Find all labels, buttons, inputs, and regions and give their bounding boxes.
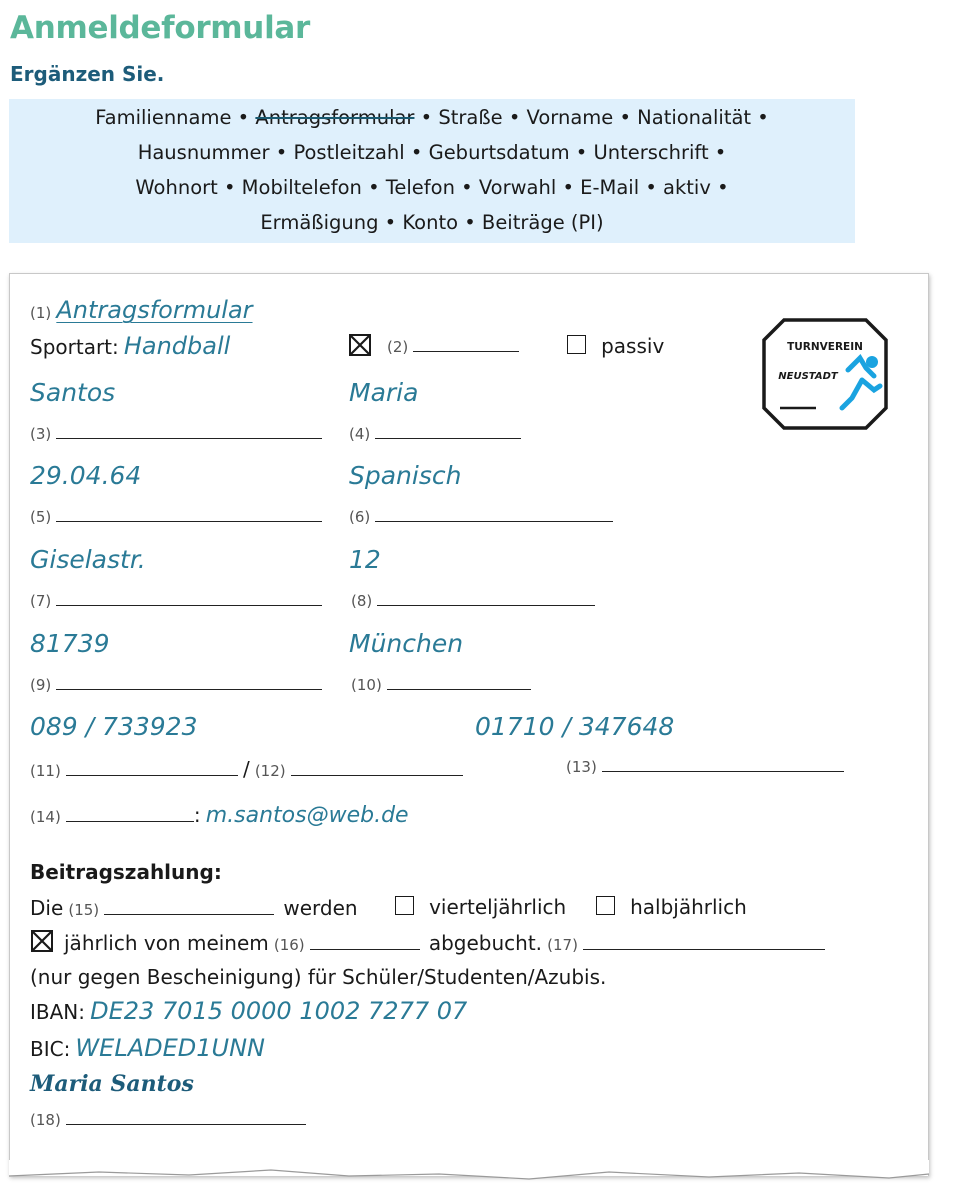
street-value[interactable]: Giselastr.	[30, 545, 146, 574]
word-bank-line-4: Ermäßigung • Konto • Beiträge (PI)	[260, 211, 604, 234]
logo-line-2: NEUSTADT	[778, 371, 838, 382]
blank-15[interactable]	[104, 913, 274, 915]
torn-edge	[9, 1160, 929, 1190]
club-logo	[762, 318, 888, 430]
blank-13[interactable]	[602, 770, 844, 772]
blank-18[interactable]	[66, 1123, 306, 1125]
checkbox-halfyearly[interactable]	[596, 896, 615, 915]
housenumber-value[interactable]: 12	[349, 545, 381, 574]
checkbox-quarterly[interactable]	[395, 896, 414, 915]
field-6	[349, 507, 613, 526]
blank-11[interactable]	[66, 774, 238, 776]
quarterly-option	[395, 895, 566, 919]
word-bank	[9, 99, 855, 243]
word-bank-line-3: Wohnort • Mobiltelefon • Telefon • Vorwahl • E-Mail • aktiv •	[135, 176, 729, 199]
die-label: Die	[30, 896, 64, 920]
form-title-row	[30, 296, 253, 324]
quarterly-label: vierteljährlich	[429, 895, 567, 919]
bic-label: BIC:	[30, 1037, 71, 1061]
iban-label: IBAN:	[30, 1000, 85, 1024]
field-number-4: (4)	[349, 425, 371, 443]
field-number-16: (16)	[273, 936, 305, 954]
yearly-label: jährlich von meinem	[64, 931, 269, 955]
blank-7[interactable]	[56, 604, 322, 606]
werden-label: werden	[283, 896, 358, 920]
iban-value[interactable]: DE23 7015 0000 1002 7277 07	[90, 997, 468, 1025]
nationality-value[interactable]: Spanisch	[349, 461, 462, 490]
field-number-15: (15)	[68, 901, 100, 919]
blank-2[interactable]	[413, 350, 519, 352]
field-14	[30, 803, 409, 828]
field-13	[566, 757, 844, 776]
field-5	[30, 507, 322, 526]
field-number-3: (3)	[30, 425, 52, 443]
payment-heading: Beitragszahlung:	[30, 860, 222, 884]
city-value[interactable]: München	[349, 629, 464, 658]
word-bank-line-2: Hausnummer • Postleitzahl • Geburtsdatum • Unterschrift •	[137, 141, 727, 164]
abgebucht-label: abgebucht.	[428, 931, 543, 955]
blank-6[interactable]	[375, 520, 613, 522]
field-9	[30, 675, 322, 694]
checkbox-passiv[interactable]	[567, 335, 586, 354]
form-title-handwritten: Antragsformular	[56, 296, 253, 324]
bic-value[interactable]: WELADED1UNN	[75, 1034, 265, 1062]
iban-row	[30, 997, 467, 1025]
passiv-label: passiv	[601, 334, 665, 358]
payment-line-2	[64, 931, 825, 955]
field-number-9: (9)	[30, 676, 52, 694]
blank-4[interactable]	[375, 437, 521, 439]
page-title: Anmeldeformular	[10, 10, 311, 46]
logo-line-1: TURNVEREIN	[787, 341, 863, 353]
field-number-2: (2)	[387, 338, 409, 356]
field-3	[30, 424, 322, 443]
field-number-7: (7)	[30, 592, 52, 610]
blank-12[interactable]	[291, 774, 463, 776]
field-number-18: (18)	[30, 1111, 61, 1129]
blank-17[interactable]	[583, 948, 825, 950]
slash: /	[242, 757, 250, 781]
field-number-17: (17)	[547, 936, 578, 954]
blank-16[interactable]	[310, 948, 420, 950]
phone-value[interactable]: 089 / 733923	[30, 712, 198, 741]
field-number-10: (10)	[351, 676, 382, 694]
signature[interactable]: Maria Santos	[30, 1071, 194, 1097]
blank-14[interactable]	[66, 820, 194, 822]
sportart-label: Sportart:	[30, 335, 119, 359]
field-number-14: (14)	[30, 808, 61, 826]
zip-value[interactable]: 81739	[30, 629, 110, 658]
checked-checkbox-aktiv[interactable]	[349, 334, 371, 356]
blank-5[interactable]	[56, 520, 322, 522]
birthdate-value[interactable]: 29.04.64	[30, 461, 142, 490]
sportart-value[interactable]: Handball	[123, 332, 231, 360]
firstname-value[interactable]: Maria	[349, 378, 419, 407]
field-4	[349, 424, 521, 443]
payment-line-1	[30, 896, 358, 920]
field-8	[351, 591, 595, 610]
field-number-6: (6)	[349, 508, 371, 526]
field-number-8: (8)	[351, 592, 373, 610]
instruction: Ergänzen Sie.	[10, 62, 165, 86]
discount-note: (nur gegen Bescheinigung) für Schüler/Studenten/Azubis.	[30, 965, 607, 989]
email-colon: :	[193, 803, 201, 827]
field-number-12: (12)	[254, 762, 286, 780]
surname-value[interactable]: Santos	[30, 378, 116, 407]
field-number-11: (11)	[30, 762, 61, 780]
field-11-12	[30, 757, 463, 781]
field-number-13: (13)	[566, 758, 597, 776]
checked-checkbox-yearly[interactable]	[31, 930, 53, 952]
bic-row	[30, 1034, 265, 1062]
passiv-option	[567, 334, 664, 358]
field-7	[30, 591, 322, 610]
blank-3[interactable]	[56, 437, 322, 439]
blank-8[interactable]	[377, 604, 595, 606]
field-10	[351, 675, 531, 694]
field-2	[387, 337, 519, 356]
field-number-5: (5)	[30, 508, 52, 526]
halfyearly-option	[596, 895, 747, 919]
blank-10[interactable]	[387, 688, 531, 690]
struck-word: Antragsformular	[255, 106, 415, 129]
halfyearly-label: halbjährlich	[630, 895, 747, 919]
word-bank-text: Familienname •	[95, 106, 250, 129]
field-18	[30, 1110, 306, 1129]
blank-9[interactable]	[56, 688, 322, 690]
word-bank-text: • Straße • Vorname • Nationalität •	[420, 106, 769, 129]
field-number-1: (1)	[30, 304, 52, 322]
sportart-row	[30, 332, 230, 360]
email-value[interactable]: m.santos@web.de	[205, 803, 409, 828]
mobile-value[interactable]: 01710 / 347648	[475, 712, 675, 741]
word-bank-line-1	[9, 100, 855, 135]
